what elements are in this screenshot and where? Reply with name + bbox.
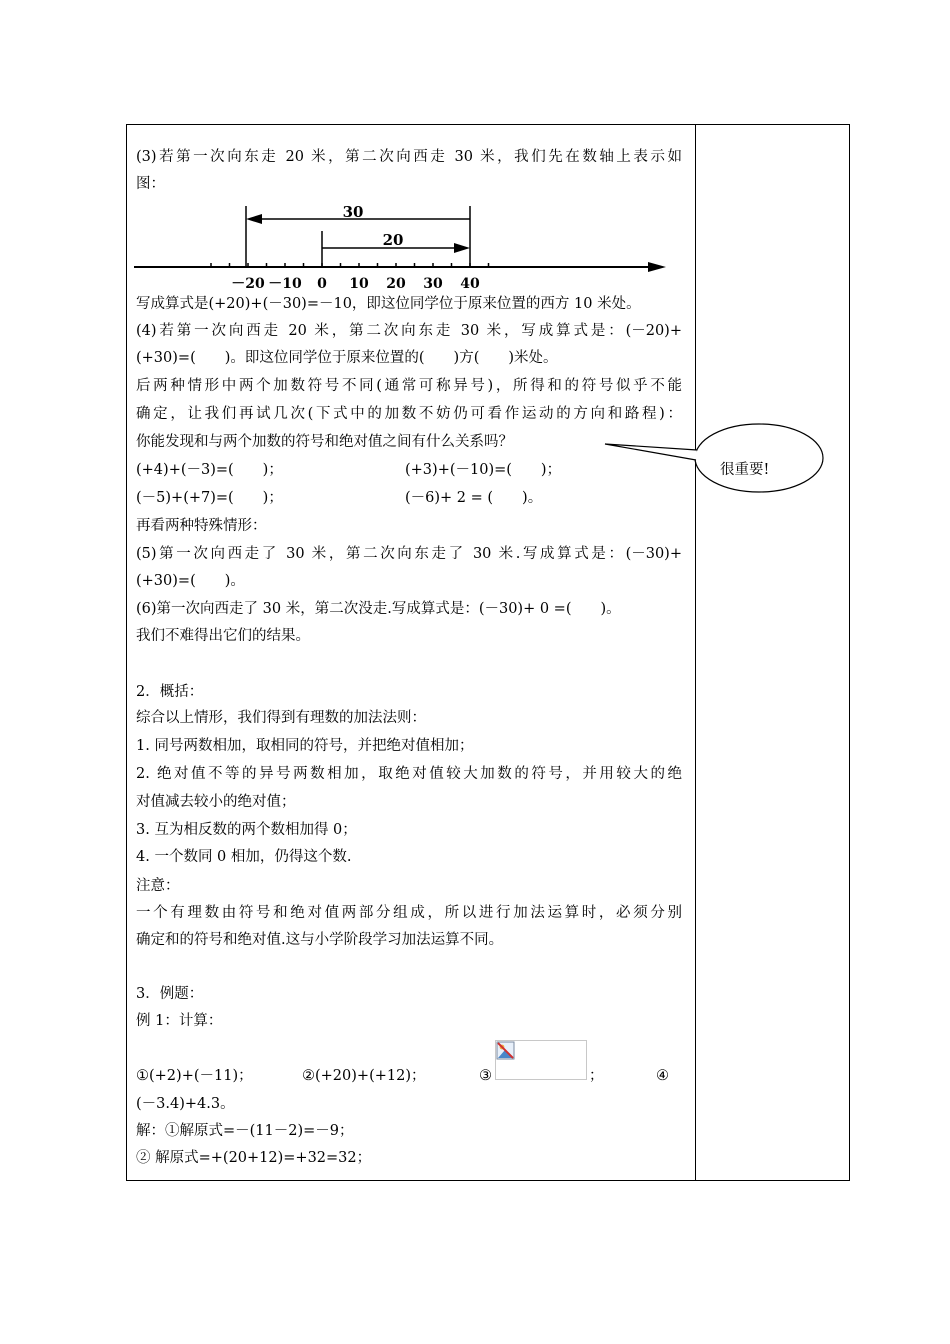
axis-arrowhead [648, 262, 666, 272]
example-item-number: ④ [656, 1068, 669, 1084]
text-line: 我们不难得出它们的结果。 [136, 628, 310, 644]
example-item: ②(+20)+(+12)； [302, 1068, 426, 1084]
number-line-figure [134, 204, 674, 296]
solution-line: ② 解原式=+(20+12)=+32=32； [136, 1150, 372, 1166]
arrow-short-head [454, 243, 470, 253]
section-heading: 2．概括： [136, 684, 204, 700]
example-item: (－3.4)+4.3。 [136, 1096, 235, 1112]
arrow-long-head [246, 214, 262, 224]
text-line: 综合以上情形，我们得到有理数的加法法则： [136, 710, 426, 726]
rule-item: 2. 绝对值不等的异号两数相加，取绝对值较大加数的符号，并用较大的绝 [136, 766, 682, 782]
axis-tick-labels [231, 276, 480, 292]
axis-tick-label: 20 [386, 276, 406, 292]
example-separator: ； [589, 1068, 604, 1084]
rule-item: 1. 同号两数相加，取相同的符号，并把绝对值相加； [136, 738, 474, 754]
axis-tick-label: 30 [423, 276, 443, 292]
section-heading: 3．例题： [136, 986, 204, 1002]
arrow-long-label: 30 [342, 204, 364, 221]
axis-tick-label: －10 [268, 276, 302, 292]
axis-tick-label: －20 [231, 276, 265, 292]
text-line: 图： [136, 176, 165, 192]
text-line: (5)第一次向西走了 30 米，第二次向东走了 30 米.写成算式是：(－30)+ [136, 546, 682, 562]
example-item-number: ③ [479, 1068, 492, 1084]
text-line: 你能发现和与两个加数的符号和绝对值之间有什么关系吗？ [136, 434, 513, 450]
side-note-text: 很重要! [720, 462, 770, 478]
note-heading: 注意： [136, 878, 180, 894]
exercise-expression: (+3)+(－10)=( )； [405, 462, 562, 478]
broken-image-icon [496, 1041, 516, 1061]
text-line: 后两种情形中两个加数符号不同(通常可称异号)，所得和的符号似乎不能 [136, 378, 682, 394]
text-line: (4)若第一次向西走 20 米，第二次向东走 30 米，写成算式是：(－20)+ [136, 323, 682, 339]
text-line: 再看两种特殊情形： [136, 518, 267, 534]
rule-item-continued: 对值减去较小的绝对值； [136, 794, 296, 810]
text-line: 确定和的符号和绝对值.这与小学阶段学习加法运算不同。 [136, 932, 504, 948]
callout-bubble [600, 420, 832, 495]
text-line: 确定，让我们再试几次(下式中的加数不妨仍可看作运动的方向和路程)： [136, 406, 682, 422]
text-line: (+30)=( )。即这位同学位于原来位置的( )方( )米处。 [136, 350, 558, 366]
axis-tick-label: 10 [349, 276, 369, 292]
axis-tick-label: 0 [317, 276, 327, 292]
example-item: ①(+2)+(－11)； [136, 1068, 253, 1084]
solution-line: 解：①解原式=－(11－2)=－9； [136, 1123, 354, 1139]
callout-pointer [605, 444, 697, 460]
arrow-short-label: 20 [382, 231, 404, 249]
exercise-expression: (+4)+(－3)=( )； [136, 462, 283, 478]
example-heading: 例 1：计算： [136, 1013, 223, 1029]
text-line: 写成算式是(+20)+(－30)=－10，即这位同学位于原来位置的西方 10 米处。 [136, 296, 641, 312]
text-line: (6)第一次向西走了 30 米，第二次没走.写成算式是：(－30)+ 0 =( )。 [136, 601, 621, 617]
text-line: (3)若第一次向东走 20 米，第二次向西走 30 米，我们先在数轴上表示如 [136, 149, 682, 165]
rule-item: 4. 一个数同 0 相加，仍得这个数. [136, 849, 352, 865]
exercise-expression: (－5)+(+7)=( )； [136, 490, 283, 506]
text-line: (+30)=( )。 [136, 573, 245, 589]
text-line: 一个有理数由符号和绝对值两部分组成，所以进行加法运算时，必须分别 [136, 905, 682, 921]
axis-tick-label: 40 [460, 276, 480, 292]
exercise-expression: (－6)+ 2 = ( )。 [405, 490, 543, 506]
rule-item: 3. 互为相反数的两个数相加得 0； [136, 822, 357, 838]
broken-image-placeholder [495, 1040, 587, 1080]
column-divider [695, 124, 696, 1181]
callout-ellipse [695, 424, 823, 492]
